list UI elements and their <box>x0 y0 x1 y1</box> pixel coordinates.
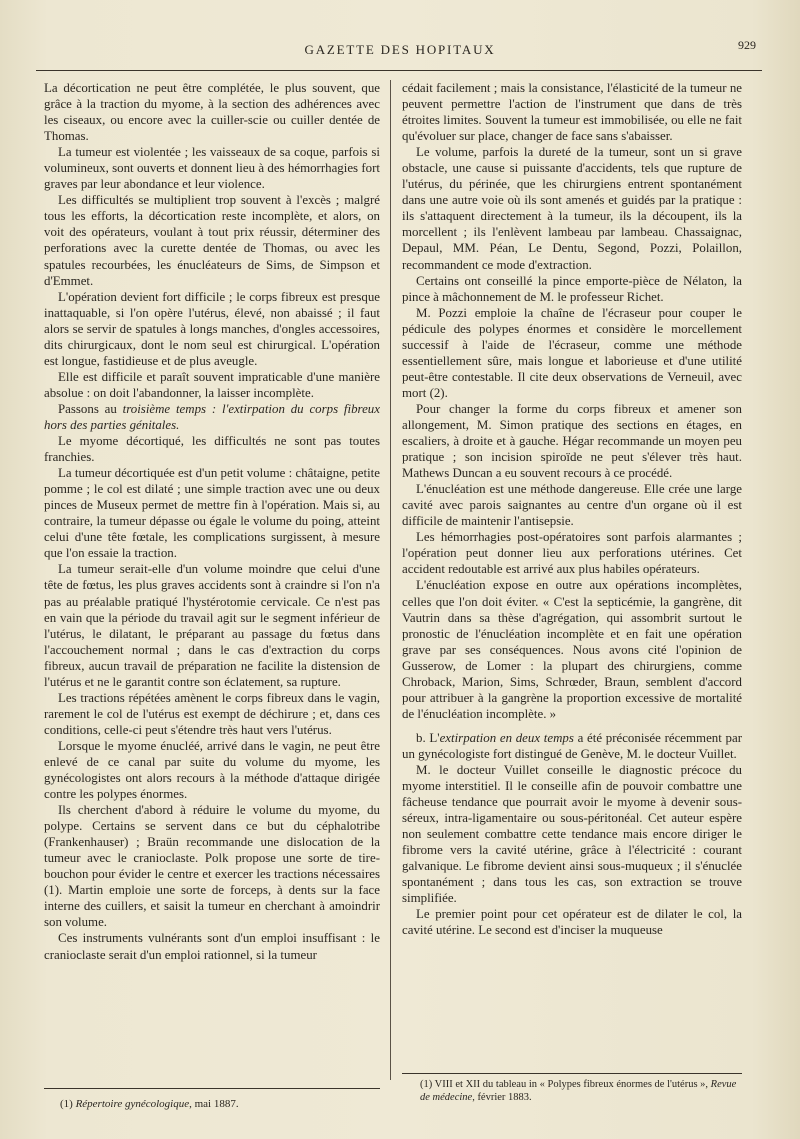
paragraph: La tumeur est violentée ; les vaisseaux de sa coque, parfois si volumineux, sont ouverts et donnent lieu à des hémorrhagies fort graves par leur abondance et leur violence. <box>44 145 380 192</box>
paragraph: Ils cherchent d'abord à réduire le volume du myome, du polype. Certains se servent dans ce but du céphalotribe (Frankenhauser) ; Braün recommande une dislocation de la tumeur avec le cranioclaste. Polk propose une sorte de tire-bouchon pour évider le centre et exercer les tractions nécessaires (1). Martin emploie une sorte de forceps, à dents sur la face interne des cuillers, et saisit la tumeur en cherchant à amoindrir son volume. <box>44 803 380 930</box>
left-column <box>44 80 380 963</box>
paragraph: M. le docteur Vuillet conseille le diagnostic précoce du myome interstitiel. Il le conseille afin de pouvoir combattre une fâcheuse tendance que pourrait avoir le myome à devenir sous-séreux, intra-ligamentaire ou sous-péritonéal. Cet auteur espère non seulement combattre cette tendance mais encore diriger le fibrome vers la cavité utérine, grâce à l'électricité : courant galvanique. Le fibrome devient ainsi sous-muqueux ; il s'énuclée spontanément ; dans tous les cas, son extraction se trouve simplifiée. <box>402 762 742 906</box>
header-rule <box>36 70 762 71</box>
subheading-italic: troisième temps : l'extirpation du corps fibreux hors des parties génitales. <box>44 401 380 432</box>
page-number: 929 <box>738 38 756 52</box>
page-header <box>40 38 760 64</box>
right-column <box>402 80 742 938</box>
paragraph: La tumeur serait-elle d'un volume moindre que celui d'une tête de fœtus, les plus graves accidents sont à craindre si l'on n'a pas au préalable pratiqué l'hystérotomie cervicale. Ce n'est pas en vain que la période du travail agit sur le segment inférieur de l'utérus, le dilatant, le préparant au passage du fœtus dans l'accouchement normal ; dans le cas d'extraction du corps fibreux, aucun travail de préparation ne facilite la distension de l'utérus et ne le garantit contre son éclatement, sa rupture. <box>44 562 380 689</box>
paragraph: Les tractions répétées amènent le corps fibreux dans le vagin, rarement le col de l'utérus est exempt de déchirure ; et, dans ces conditions, celle-ci peut s'étendre très haut vers l'utérus. <box>44 690 380 737</box>
footnote-source: Répertoire gynécologique <box>75 1098 190 1110</box>
paragraph: Les hémorrhagies post-opératoires sont parfois alarmantes ; l'opération peut donner lieu aux perforations utérines. Cet accident redoutable est arrivé aux plus habiles opérateurs. <box>402 530 742 577</box>
footnote-rule <box>402 1073 742 1074</box>
paragraph: Le myome décortiqué, les difficultés ne sont pas toutes franchies. <box>44 434 380 465</box>
subheading-prefix: Passons au <box>58 401 117 416</box>
subheading-italic: extirpation en deux temps <box>439 730 574 745</box>
paragraph: La décortication ne peut être complétée, le plus souvent, que grâce à la traction du myome, à la section des adhérences avec les ciseaux, ou encore avec la cuiller-scie ou cuiller dentée de Thomas. <box>44 81 380 144</box>
footnote-source: Revue de médecine <box>420 1079 737 1103</box>
paragraph: L'énucléation expose en outre aux opérations incomplètes, celles que l'on doit éviter. « C'est la septicémie, la gangrène, dit Vautrin dans sa thèse d'agrégation, qui assombrit surtout le pronostic de l'énucléation incomplète et en fait une opération grave par ses conséquences. Nous avons cité l'opinion de Gusserow, de Lomer : la plupart des chirurgiens, comme Chroback, Marion, Sims, Schrœder, Braun, semblent d'accord pour attribuer à la gangrène la proportion excessive de mortalité de l'énucléation incomplète. » <box>402 578 742 721</box>
subheading <box>402 730 742 762</box>
paragraph: Pour changer la forme du corps fibreux et amener son allongement, M. Simon pratique des sections en étages, en escaliers, à droite et à gauche. Hégar recommande un moyen peu pratique ; son incision spiroïde ne peut s'élever très haut. Mathews Duncan a eu souvent recours à ce procédé. <box>402 401 742 481</box>
subheading-suffix: a été préconisée récemment par un gynécologiste fort distingué de Genève, M. le docteur Vuillet. <box>402 730 742 761</box>
footnote-rule <box>44 1088 380 1089</box>
paragraph: Certains ont conseillé la pince emporte-pièce de Nélaton, la pince à mâchonnement de M. le professeur Richet. <box>402 273 742 304</box>
subheading <box>44 401 380 433</box>
paragraph: L'énucléation est une méthode dangereuse. Elle crée une large cavité avec parois saignantes au centre d'un organe où il est difficile de maintenir l'antisepsie. <box>402 482 742 529</box>
paragraph: Le premier point pour cet opérateur est de dilater le col, la cavité utérine. Le second est d'inciser la muqueuse <box>402 907 742 938</box>
column-divider <box>390 80 391 1080</box>
footnote-date: , février 1883. <box>472 1092 532 1103</box>
subheading-prefix: b. L' <box>416 730 440 745</box>
journal-title: GAZETTE DES HOPITAUX <box>304 42 496 57</box>
paragraph: Elle est difficile et paraît souvent impraticable d'une manière absolue : on doit l'abandonner, la laisser incomplète. <box>44 369 380 400</box>
footnote-text: (1) VIII et XII du tableau in « Polypes fibreux énormes de l'utérus », <box>420 1079 709 1090</box>
paragraph: Les difficultés se multiplient trop souvent à l'excès ; malgré tous les efforts, la décortication reste incomplète, et alors, on voit des opérateurs, voulant à tout prix réussir, déterminer des perforations avec la curette dentée de Thomas, ou avec les spatules recourbées, les énucléateurs de Sims, de Simpson et d'Emmet. <box>44 193 380 288</box>
paragraph: M. Pozzi emploie la chaîne de l'écraseur pour couper le pédicule des polypes énormes et considère le morcellement successif à l'aide de l'écraseur, comme une méthode essentiellement sûre, mais longue et laborieuse et d'une utilité peut-être contestable. Il cite deux observations de Verneuil, avec mort (2). <box>402 305 742 400</box>
paragraph: Le volume, parfois la dureté de la tumeur, sont un si grave obstacle, une cause si puissante d'accidents, tels que rupture de l'utérus, du périnée, que les chirurgiens entrent spontanément dans une autre voie où ils sont amenés et guidés par la pratique : ils s'attaquent directement à la tumeur, ils la découpent, ils la morcellent ; ils l'enlèvent lambeau par lambeau. Chassaignac, Depaul, MM. Péan, Le Dentu, Segond, Pozzi, Polaillon, recommandent ce mode d'extraction. <box>402 145 742 272</box>
paragraph: cédait facilement ; mais la consistance, l'élasticité de la tumeur ne peuvent permettre l'action de l'instrument que dans de très étroites limites. Souvent la tumeur est immobilisée, ou elle ne fait qu'évoluer sur place, changer de face sans s'abaisser. <box>402 81 742 144</box>
footnote <box>420 1078 742 1104</box>
footnote-date: , mai 1887. <box>189 1098 239 1110</box>
paragraph: L'opération devient fort difficile ; le corps fibreux est presque inattaquable, si l'on opère l'utérus, élevé, non abaissé ; il faut alors se servir de spatules à longs manches, d'ongles accessoires, dits chirurgicaux, dont le nom seul est chirurgical. L'opération est longue, fastidieuse et de plus aveugle. <box>44 289 380 368</box>
footnote-number: (1) <box>60 1098 73 1110</box>
footnote <box>60 1098 239 1110</box>
paragraph: Lorsque le myome énucléé, arrivé dans le vagin, ne peut être enlevé de ce canal par suite du volume du myome, les gynécologistes ont alors recours à la méthode d'attaque dirigée contre les polypes énormes. <box>44 738 380 802</box>
paragraph: Ces instruments vulnérants sont d'un emploi insuffisant : le cranioclaste serait d'un emploi rationnel, si la tumeur <box>44 931 380 962</box>
spacer <box>402 722 742 730</box>
paragraph: La tumeur décortiquée est d'un petit volume : châtaigne, petite pomme ; le col est dilaté ; une simple traction avec une ou deux pinces de Museux permet de mettre fin à l'opération. Mais si, au contraire, la tumeur dépasse ou égale le volume du poing, atteint celui d'une tête fœtale, les complications surgissent, à mesure que l'on essaie la traction. <box>44 466 380 561</box>
